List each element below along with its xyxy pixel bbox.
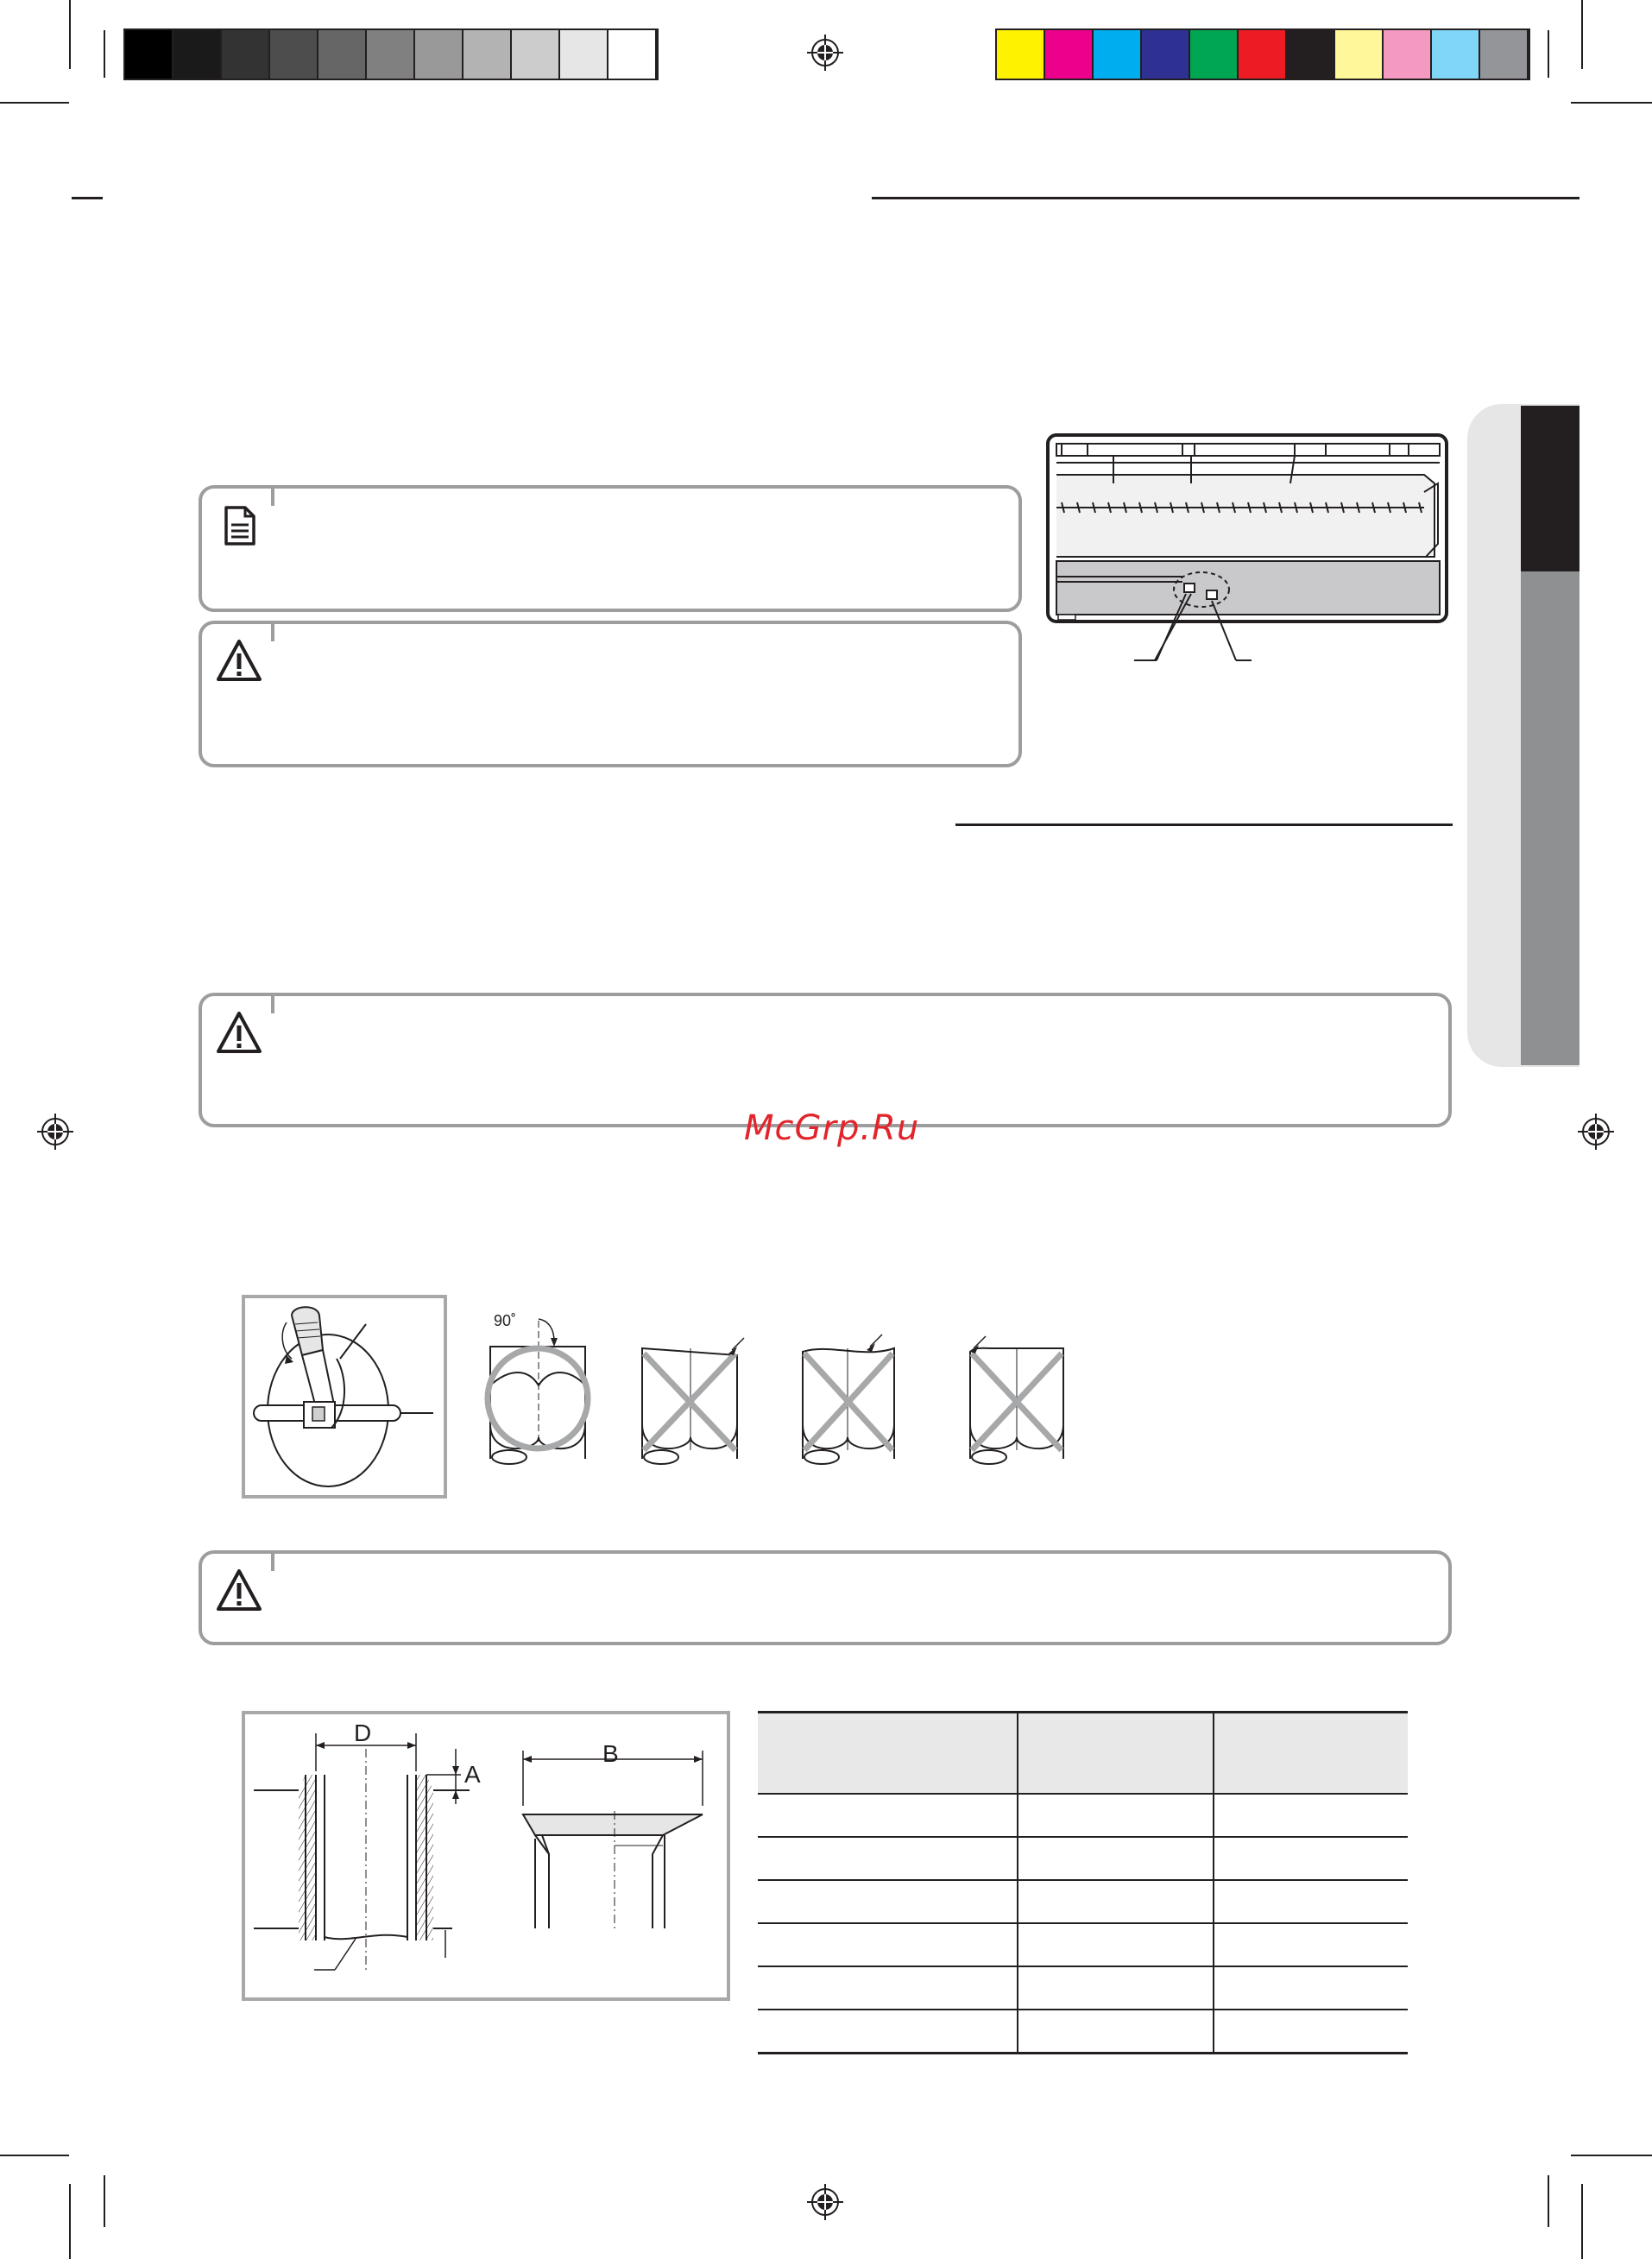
pipe-cutter-illustration	[245, 1298, 444, 1495]
crop-mark	[1581, 0, 1583, 69]
cut-angle-label: 90˚	[494, 1312, 517, 1329]
table-row	[758, 1966, 1408, 2010]
caution-icon	[214, 1008, 264, 1058]
correct-cut-pipe	[488, 1319, 588, 1464]
color-swatch	[1239, 30, 1287, 79]
color-swatch	[415, 30, 463, 79]
caution-box-2	[199, 993, 1452, 1127]
wrong-cut-pipe-1	[642, 1338, 744, 1464]
color-swatch	[270, 30, 318, 79]
color-swatch	[1190, 30, 1239, 79]
caution-icon	[214, 636, 264, 686]
flare-spec-table	[758, 1711, 1408, 2054]
dimension-label-b: B	[602, 1740, 619, 1767]
table-row	[758, 1880, 1408, 1923]
crop-mark	[1548, 2175, 1549, 2227]
table-row	[758, 2010, 1408, 2054]
crop-mark	[104, 30, 105, 78]
chapter-side-tab-dark	[1521, 406, 1579, 571]
indoor-unit-figure	[1044, 432, 1450, 669]
color-swatch	[1384, 30, 1432, 79]
color-swatch	[560, 30, 608, 79]
crop-mark	[69, 2184, 71, 2259]
color-swatch	[125, 30, 173, 79]
crop-mark	[1581, 2184, 1583, 2259]
crop-mark	[69, 0, 71, 69]
section-rule	[955, 823, 1453, 826]
table-header-cell	[1018, 1713, 1214, 1795]
color-swatch	[318, 30, 367, 79]
crop-mark	[1571, 102, 1652, 104]
pipe-cut-figures	[475, 1303, 1079, 1476]
registration-mark-left-icon	[37, 1114, 73, 1150]
flare-dimension-illustration	[245, 1714, 727, 1997]
color-swatch	[463, 30, 512, 79]
color-swatch	[608, 30, 657, 79]
caution-box-tab	[271, 993, 274, 1013]
color-swatch	[1094, 30, 1142, 79]
caution-box-tab	[271, 621, 274, 641]
color-swatch	[512, 30, 560, 79]
color-swatch	[1142, 30, 1190, 79]
note-icon	[214, 501, 264, 551]
header-rule-left	[72, 197, 103, 199]
table-row	[758, 1794, 1408, 1837]
dimension-label-d: D	[354, 1719, 372, 1746]
table-header-row	[758, 1713, 1408, 1795]
registration-mark-top-icon	[807, 35, 843, 71]
table-header-cell	[758, 1713, 1018, 1795]
note-box-tab	[271, 485, 274, 506]
table-row	[758, 1837, 1408, 1880]
chapter-side-tab-mid	[1521, 571, 1579, 1065]
caution-box-1	[199, 621, 1022, 767]
crop-mark	[1571, 2155, 1652, 2156]
color-swatch	[222, 30, 270, 79]
grayscale-calibration-bar	[123, 28, 659, 80]
caution-box-tab	[271, 1550, 274, 1571]
registration-mark-right-icon	[1578, 1114, 1614, 1150]
crop-mark	[104, 2175, 105, 2227]
color-swatch	[367, 30, 415, 79]
color-swatch	[173, 30, 222, 79]
table-row	[758, 1923, 1408, 1966]
color-swatch	[1335, 30, 1384, 79]
watermark: McGrp.Ru	[744, 1108, 920, 1148]
color-swatch	[1045, 30, 1094, 79]
caution-box-3	[199, 1550, 1452, 1645]
crop-mark	[1548, 30, 1549, 78]
color-swatch	[1432, 30, 1480, 79]
color-swatch	[997, 30, 1045, 79]
crop-mark	[0, 102, 69, 104]
color-swatch	[1480, 30, 1529, 79]
wrong-cut-pipe-2	[803, 1335, 894, 1464]
table-header-cell	[1214, 1713, 1408, 1795]
wrong-cut-pipe-3	[970, 1336, 1063, 1464]
color-swatch	[1287, 30, 1335, 79]
caution-icon	[214, 1566, 264, 1616]
process-color-calibration-bar	[995, 28, 1530, 80]
dimension-label-a: A	[464, 1761, 481, 1788]
note-box	[199, 485, 1022, 612]
crop-mark	[0, 2155, 69, 2156]
registration-mark-bottom-icon	[807, 2184, 843, 2220]
header-rule-right	[872, 197, 1579, 199]
